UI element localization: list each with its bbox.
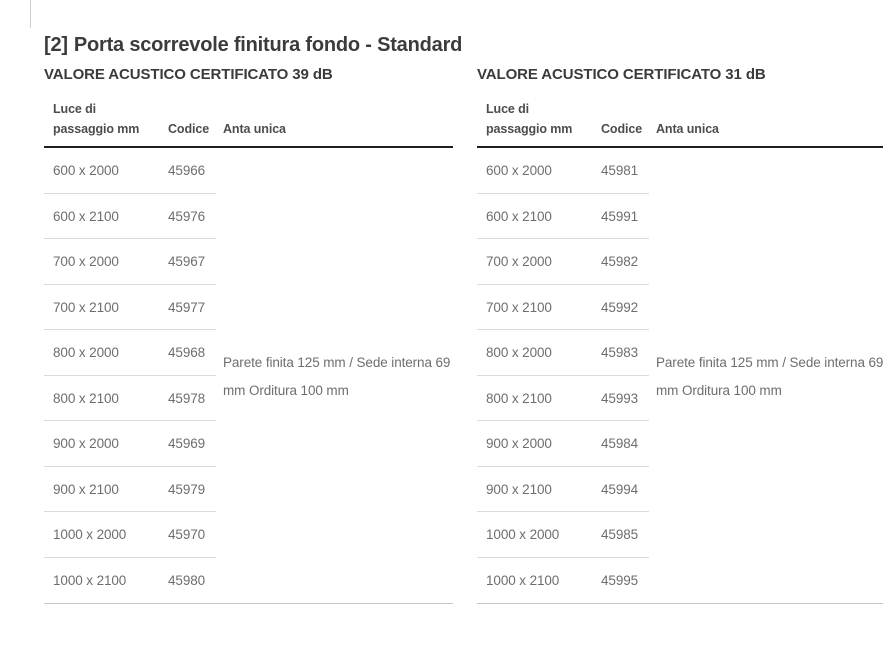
cell-luce-di-passaggio: 700 x 2100 xyxy=(486,299,552,315)
cell-luce-di-passaggio: 600 x 2000 xyxy=(486,163,552,179)
cell-luce-di-passaggio: 1000 x 2100 xyxy=(486,572,560,588)
cell-luce-di-passaggio: 900 x 2100 xyxy=(53,481,119,497)
table-row xyxy=(477,467,883,513)
table-row xyxy=(44,330,453,376)
cell-codice: 45985 xyxy=(601,527,639,543)
table-row xyxy=(477,558,883,604)
column-header-line2: passaggio mm xyxy=(53,122,140,136)
column-header-line1: Luce di xyxy=(486,102,530,116)
cell-luce-di-passaggio: 900 x 2000 xyxy=(486,436,552,452)
tables-container xyxy=(44,66,883,604)
table-subtitle-31db: VALORE ACUSTICO CERTIFICATO 31 dB xyxy=(477,66,766,83)
cell-codice: 45994 xyxy=(601,481,639,497)
cell-codice: 45991 xyxy=(601,208,639,224)
top-left-divider xyxy=(30,0,31,28)
table-row xyxy=(477,421,883,467)
column-header-line2: passaggio mm xyxy=(486,122,573,136)
table-row xyxy=(44,558,453,604)
column-header-anta-unica: Anta unica xyxy=(223,122,286,136)
cell-luce-di-passaggio: 600 x 2100 xyxy=(53,208,119,224)
table-row xyxy=(44,467,453,513)
cell-luce-di-passaggio: 700 x 2100 xyxy=(53,299,119,315)
table-body-39db xyxy=(44,148,453,604)
table-header-31db xyxy=(477,96,883,148)
cell-luce-di-passaggio: 600 x 2100 xyxy=(486,208,552,224)
table-row xyxy=(44,421,453,467)
cell-luce-di-passaggio: 700 x 2000 xyxy=(486,254,552,270)
table-row xyxy=(477,239,883,285)
table-subtitle-39db: VALORE ACUSTICO CERTIFICATO 39 dB xyxy=(44,66,333,83)
table-31db xyxy=(477,66,883,604)
table-row xyxy=(477,148,883,194)
table-row xyxy=(44,512,453,558)
cell-codice: 45982 xyxy=(601,254,639,270)
cell-codice: 45995 xyxy=(601,572,639,588)
table-row xyxy=(477,376,883,422)
cell-codice: 45980 xyxy=(168,572,206,588)
table-body-31db xyxy=(477,148,883,604)
cell-codice: 45977 xyxy=(168,299,206,315)
cell-codice: 45992 xyxy=(601,299,639,315)
cell-luce-di-passaggio: 700 x 2000 xyxy=(53,254,119,270)
column-header-luce-di-passaggio xyxy=(53,99,139,139)
table-header-39db xyxy=(44,96,453,148)
cell-luce-di-passaggio: 1000 x 2000 xyxy=(53,527,127,543)
anta-unica-note-31db: Parete finita 125 mm / Sede interna 69 mm Orditura 100 mm xyxy=(656,355,883,398)
cell-codice: 45984 xyxy=(601,436,639,452)
cell-luce-di-passaggio: 1000 x 2100 xyxy=(53,572,127,588)
cell-luce-di-passaggio: 800 x 2100 xyxy=(486,390,552,406)
table-row xyxy=(477,330,883,376)
table-row xyxy=(44,239,453,285)
page-title-text: Porta scorrevole finitura fondo - Standard xyxy=(73,34,463,56)
cell-codice: 45993 xyxy=(601,390,639,406)
page-title xyxy=(44,33,883,57)
cell-codice: 45979 xyxy=(168,481,206,497)
cell-luce-di-passaggio: 800 x 2100 xyxy=(53,390,119,406)
table-row xyxy=(44,285,453,331)
cell-luce-di-passaggio: 800 x 2000 xyxy=(486,345,552,361)
cell-codice: 45966 xyxy=(168,163,206,179)
cell-luce-di-passaggio: 900 x 2000 xyxy=(53,436,119,452)
cell-codice: 45981 xyxy=(601,163,639,179)
table-row xyxy=(44,148,453,194)
column-header-luce-di-passaggio xyxy=(486,99,572,139)
table-row xyxy=(477,512,883,558)
column-header-line1: Luce di xyxy=(53,102,97,116)
cell-codice: 45967 xyxy=(168,254,206,270)
cell-luce-di-passaggio: 1000 x 2000 xyxy=(486,527,560,543)
cell-codice: 45978 xyxy=(168,390,206,406)
cell-luce-di-passaggio: 900 x 2100 xyxy=(486,481,552,497)
cell-codice: 45983 xyxy=(601,345,639,361)
table-row xyxy=(477,285,883,331)
cell-luce-di-passaggio: 600 x 2000 xyxy=(53,163,119,179)
column-header-anta-unica: Anta unica xyxy=(656,122,719,136)
section-number: [2] xyxy=(44,34,68,56)
table-row xyxy=(44,194,453,240)
column-header-codice: Codice xyxy=(601,122,643,136)
anta-unica-note-39db: Parete finita 125 mm / Sede interna 69 mm Orditura 100 mm xyxy=(223,355,451,398)
cell-luce-di-passaggio: 800 x 2000 xyxy=(53,345,119,361)
cell-codice: 45969 xyxy=(168,436,206,452)
table-39db xyxy=(44,66,453,604)
cell-codice: 45976 xyxy=(168,208,206,224)
table-row xyxy=(44,376,453,422)
table-row xyxy=(477,194,883,240)
column-header-codice: Codice xyxy=(168,122,210,136)
cell-codice: 45968 xyxy=(168,345,206,361)
cell-codice: 45970 xyxy=(168,527,206,543)
